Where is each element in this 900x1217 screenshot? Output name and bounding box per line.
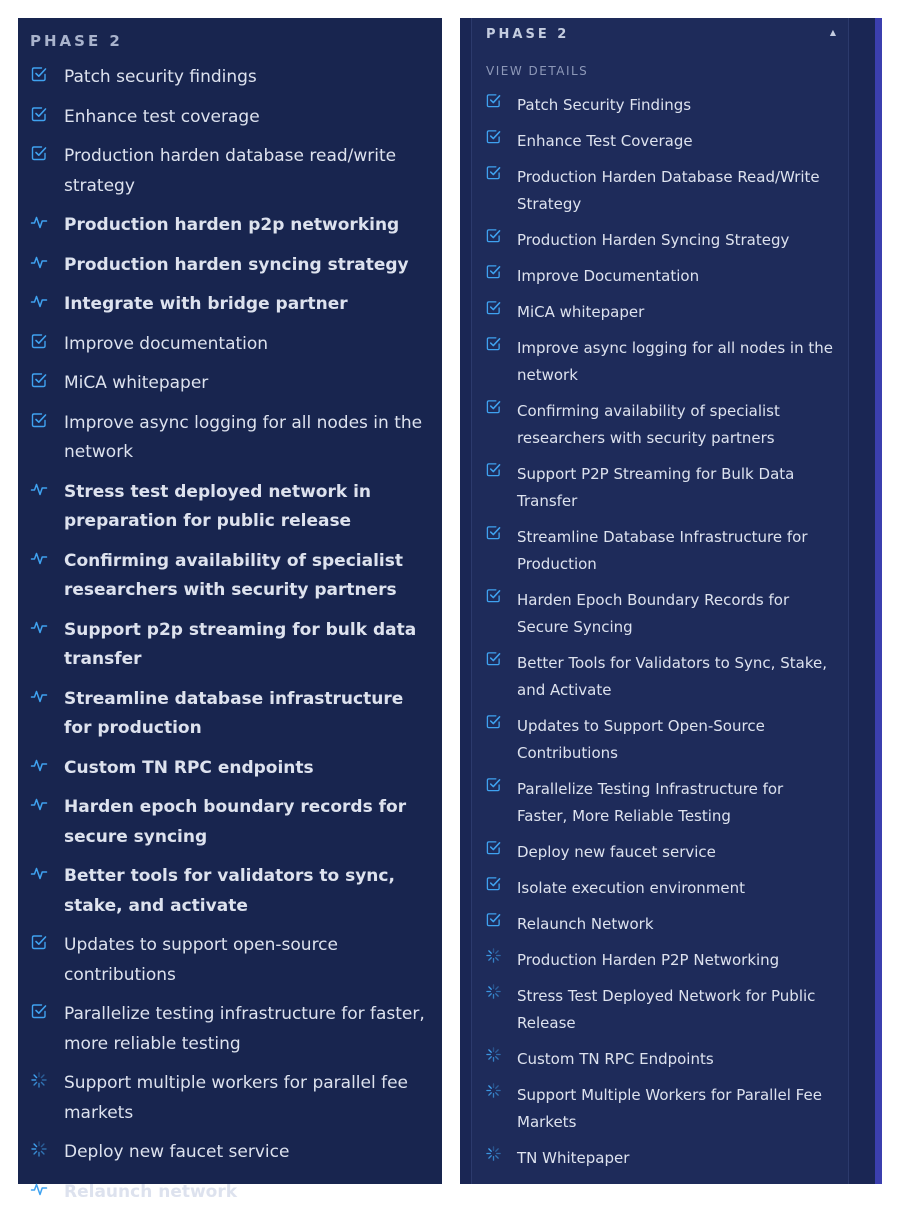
task-item	[18, 409, 442, 468]
check-square-icon	[31, 1003, 47, 1019]
task-item	[18, 478, 442, 537]
task-label: Support p2p streaming for bulk data transfer	[64, 619, 417, 669]
check-square-icon	[486, 264, 501, 279]
task-item	[18, 251, 442, 281]
task-item	[472, 1046, 848, 1073]
task-item	[18, 369, 442, 399]
activity-icon	[31, 865, 47, 881]
check-square-icon	[486, 651, 501, 666]
task-item	[18, 330, 442, 360]
task-item	[18, 754, 442, 784]
task-item	[18, 1069, 442, 1128]
task-label: Deploy new faucet service	[64, 1142, 290, 1162]
task-label: Isolate execution environment	[517, 879, 746, 897]
task-item	[472, 839, 848, 866]
activity-icon	[31, 796, 47, 812]
task-item	[18, 142, 442, 201]
task-item	[472, 92, 848, 119]
task-item	[472, 713, 848, 767]
check-square-icon	[486, 129, 501, 144]
task-label: Relaunch network	[64, 1181, 238, 1202]
activity-icon	[31, 293, 47, 309]
task-label: Stress test deployed network in preparation for public release	[64, 481, 372, 531]
task-label: Streamline Database Infrastructure for Production	[517, 528, 808, 573]
phase-title: PHASE 2	[30, 32, 123, 50]
task-label: Relaunch Network	[517, 915, 654, 933]
task-item	[472, 947, 848, 974]
task-list	[18, 63, 442, 1217]
task-item	[18, 211, 442, 241]
task-label: Parallelize testing infrastructure for faster, more reliable testing	[64, 1004, 425, 1054]
task-label: Patch security findings	[64, 67, 257, 87]
task-item	[472, 398, 848, 452]
task-label: Production harden database read/write strategy	[64, 146, 397, 196]
check-square-icon	[486, 93, 501, 108]
activity-icon	[31, 481, 47, 497]
phase-card	[471, 18, 849, 1184]
task-label: Enhance test coverage	[64, 106, 260, 127]
task-item	[472, 128, 848, 155]
collapse-icon[interactable]: ▲	[829, 28, 836, 37]
task-item	[472, 650, 848, 704]
check-square-icon	[31, 145, 47, 161]
task-item	[472, 875, 848, 902]
check-square-icon	[486, 165, 501, 180]
check-square-icon	[486, 336, 501, 351]
activity-icon	[31, 214, 47, 230]
task-label: TN Whitepaper	[517, 1149, 630, 1167]
task-label: Improve Documentation	[517, 267, 700, 285]
task-item	[472, 524, 848, 578]
task-item	[472, 911, 848, 938]
task-label: Support Multiple Workers for Parallel Fee Markets	[517, 1086, 822, 1131]
left-phase-panel	[18, 18, 442, 1202]
right-phase-panel	[460, 18, 882, 1184]
task-item	[18, 616, 442, 675]
task-item	[472, 776, 848, 830]
task-label: Harden Epoch Boundary Records for Secure Syncing	[517, 591, 790, 636]
task-item	[472, 983, 848, 1037]
check-square-icon	[31, 372, 47, 388]
check-square-icon	[31, 934, 47, 950]
task-item	[472, 299, 848, 326]
task-label: Production Harden P2P Networking	[517, 951, 780, 969]
task-label: Streamline database infrastructure for production	[64, 688, 404, 738]
task-item	[472, 461, 848, 515]
check-square-icon	[486, 462, 501, 477]
task-label: Better Tools for Validators to Sync, Stake, and Activate	[517, 654, 827, 699]
task-label: Improve documentation	[64, 333, 269, 354]
scrollbar[interactable]	[875, 18, 882, 1184]
task-item	[472, 587, 848, 641]
check-square-icon	[31, 412, 47, 428]
task-item	[18, 685, 442, 744]
activity-icon	[31, 254, 47, 270]
task-label: Improve async logging for all nodes in the network	[64, 412, 423, 462]
activity-icon	[31, 1181, 47, 1197]
task-label: Confirming availability of specialist researchers with security partners	[517, 402, 780, 447]
check-square-icon	[486, 588, 501, 603]
task-item	[472, 1082, 848, 1136]
task-label: Better tools for validators to sync, stake, and activate	[64, 866, 395, 916]
task-item	[18, 547, 442, 606]
task-list	[472, 92, 848, 1181]
activity-icon	[31, 757, 47, 773]
loader-icon	[486, 1146, 501, 1161]
check-square-icon	[31, 333, 47, 349]
task-item	[472, 1145, 848, 1172]
task-label: Parallelize Testing Infrastructure for Faster, More Reliable Testing	[517, 780, 784, 825]
check-square-icon	[486, 300, 501, 315]
task-label: Patch Security Findings	[517, 96, 692, 114]
task-item	[18, 290, 442, 320]
phase-title: PHASE 2	[486, 27, 570, 42]
task-label: Improve async logging for all nodes in the network	[517, 339, 833, 384]
activity-icon	[31, 550, 47, 566]
check-square-icon	[486, 876, 501, 891]
task-label: MiCA whitepaper	[64, 373, 209, 393]
task-item	[18, 931, 442, 990]
check-square-icon	[486, 912, 501, 927]
loader-icon	[486, 1047, 501, 1062]
loader-icon	[486, 984, 501, 999]
check-square-icon	[486, 777, 501, 792]
check-square-icon	[31, 66, 47, 82]
check-square-icon	[486, 399, 501, 414]
check-square-icon	[31, 106, 47, 122]
task-label: Updates to support open-source contributions	[64, 935, 338, 985]
activity-icon	[31, 619, 47, 635]
loader-icon	[486, 948, 501, 963]
task-item	[18, 793, 442, 852]
check-square-icon	[486, 840, 501, 855]
task-item	[18, 63, 442, 93]
task-label: Production harden syncing strategy	[64, 254, 409, 275]
task-label: Support P2P Streaming for Bulk Data Transfer	[517, 465, 795, 510]
task-item	[18, 862, 442, 921]
task-item	[18, 1178, 442, 1208]
task-item	[18, 103, 442, 133]
task-label: Stress Test Deployed Network for Public Release	[517, 987, 816, 1032]
task-item	[18, 1138, 442, 1168]
task-item	[472, 164, 848, 218]
loader-icon	[31, 1141, 47, 1157]
task-label: Custom TN RPC Endpoints	[517, 1050, 714, 1068]
check-square-icon	[486, 714, 501, 729]
task-item	[18, 1000, 442, 1059]
task-label: Production Harden Syncing Strategy	[517, 231, 790, 249]
task-label: Production harden p2p networking	[64, 215, 400, 235]
task-item	[472, 335, 848, 389]
task-label: Production Harden Database Read/Write Strategy	[517, 168, 820, 213]
task-label: Updates to Support Open-Source Contributions	[517, 717, 765, 762]
check-square-icon	[486, 228, 501, 243]
task-label: MiCA whitepaper	[517, 303, 645, 321]
task-label: Enhance Test Coverage	[517, 132, 693, 150]
task-label: Support multiple workers for parallel fee markets	[64, 1073, 409, 1123]
view-details-link[interactable]: VIEW DETAILS	[486, 64, 589, 78]
loader-icon	[486, 1083, 501, 1098]
task-label: Confirming availability of specialist researchers with security partners	[64, 550, 403, 600]
task-item	[472, 227, 848, 254]
activity-icon	[31, 688, 47, 704]
task-label: Deploy new faucet service	[517, 843, 716, 861]
task-label: Custom TN RPC endpoints	[64, 757, 314, 778]
check-square-icon	[486, 525, 501, 540]
task-label: Harden epoch boundary records for secure syncing	[64, 797, 407, 847]
task-item	[472, 263, 848, 290]
task-label: Integrate with bridge partner	[64, 294, 348, 314]
loader-icon	[31, 1072, 47, 1088]
